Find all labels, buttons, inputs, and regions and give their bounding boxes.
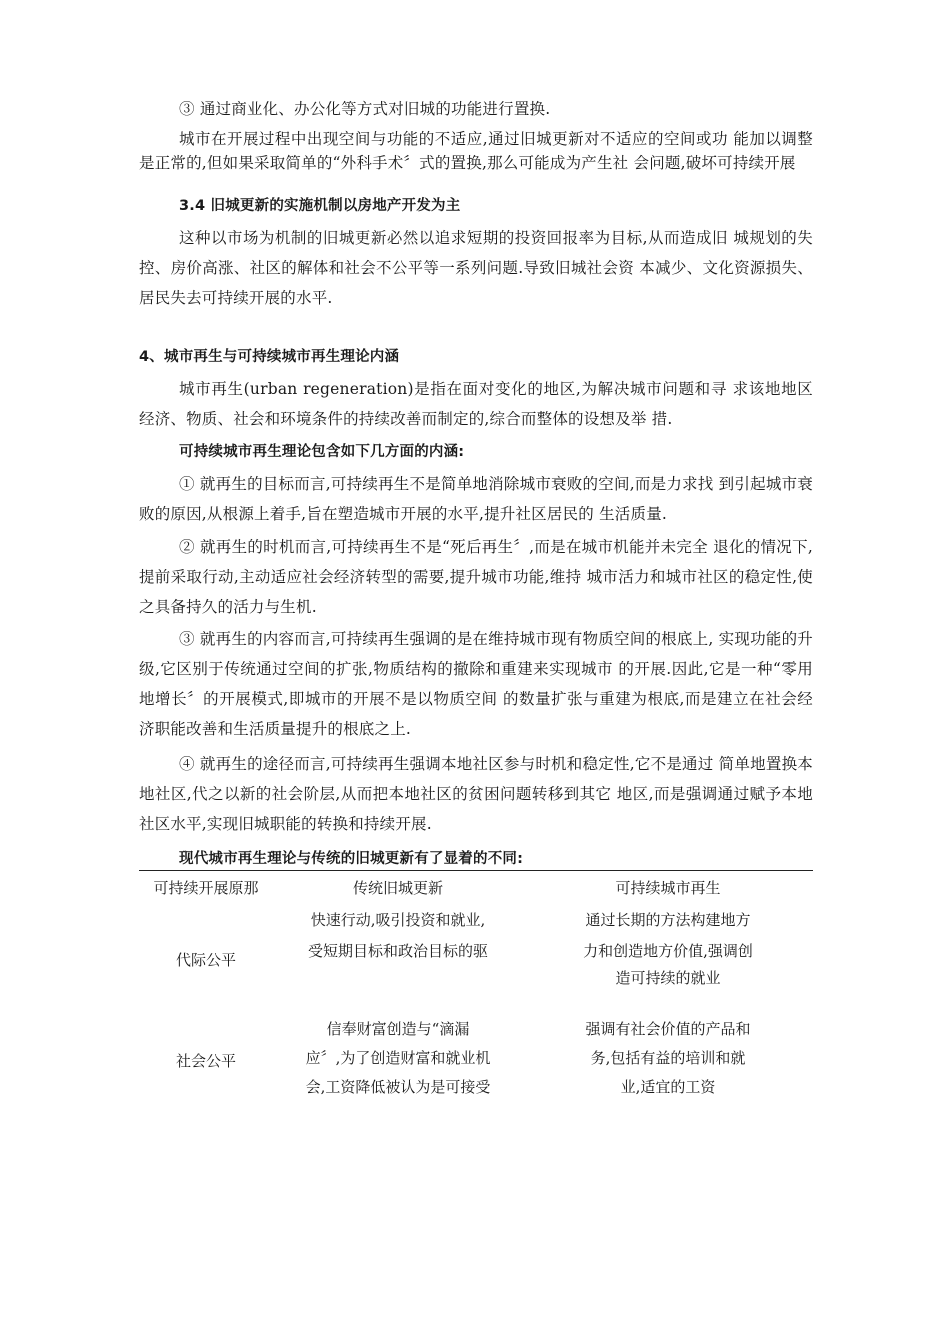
table-header-sustainable: 可持续城市再生 xyxy=(615,879,721,897)
paragraph-approach: ④ 就再生的途径而言,可持续再生强调本地社区参与时机和稳定性,它不是通过 简单地置换本地社区,代之以新的社会阶层,从而把本地社区的贫困问题转移到其它 地区,而是强调通过赋予本地社区水平,实现旧城职能的转换和持续开展. xyxy=(139,755,813,833)
table-top-rule xyxy=(139,870,813,871)
cell-line: 信奉财富创造与“滴漏 xyxy=(326,1020,470,1038)
cell-line: 应〞,为了创造财富和就业机 xyxy=(305,1049,491,1067)
cell-line: 业,适宜的工资 xyxy=(620,1078,716,1096)
section-heading-3-4: 3.4 旧城更新的实施机制以房地产开发为主 xyxy=(179,198,461,214)
table-cell-sustainable xyxy=(523,903,813,1015)
cell-line: 会,工资降低被认为是可接受 xyxy=(305,1078,491,1096)
table-row xyxy=(139,903,813,1015)
paragraph-market-mechanism: 这种以市场为机制的旧城更新必然以追求短期的投资回报率为目标,从而造成旧 城规划的失控、房价高涨、社区的解体和社会不公平等一系列问题.导致旧城社会资 本减少、文化资源损失、居民失去可持续开展的水平. xyxy=(139,229,813,307)
paragraph-urban-regeneration-definition: 城市再生(urban regeneration)是指在面对变化的地区,为解决城市问题和寻 求该地地区经济、物质、社会和环境条件的持续改善而制定的,综合而整体的设想及举 措. xyxy=(139,380,813,428)
cell-line: 造可持续的就业 xyxy=(615,969,721,987)
comparison-table xyxy=(139,873,813,1105)
table-cell-traditional xyxy=(273,903,523,1015)
section-heading-4: 4、城市再生与可持续城市再生理论内涵 xyxy=(139,349,400,365)
cell-line: 快速行动,吸引投资和就业, xyxy=(310,911,486,929)
paragraph-function-replacement: ③ 通过商业化、办公化等方式对旧城的功能进行置换. xyxy=(179,100,551,118)
cell-line: 受短期目标和政治目标的驱 xyxy=(307,942,488,960)
table-row xyxy=(139,1015,813,1105)
table-header-traditional: 传统旧城更新 xyxy=(352,879,443,897)
paragraph-content: ③ 就再生的内容而言,可持续再生强调的是在维持城市现有物质空间的根底上, 实现功能的升级,它区别于传统通过空间的扩张,物质结构的撤除和重建来实现城市 的开展.因此,它是一种“零用地增长〞的开展模式,即城市的开展不是以物质空间 的数量扩张与重建为根底,而是建立在社会经济职能改善和生活质量提升的根底之上. xyxy=(139,630,813,738)
paragraph-goal: ① 就再生的目标而言,可持续再生不是简单地消除城市衰败的空间,而是力求找 到引起城市衰败的原因,从根源上着手,旨在塑造城市开展的水平,提升社区居民的 生活质量. xyxy=(139,475,813,523)
cell-line: 务,包括有益的培训和就 xyxy=(590,1049,746,1067)
table-cell-principle: 代际公平 xyxy=(175,950,236,969)
table-cell-sustainable xyxy=(523,1015,813,1105)
table-cell-traditional xyxy=(273,1015,523,1105)
paragraph-timing: ② 就再生的时机而言,可持续再生不是“死后再生〞,而是在城市机能并未完全 退化的情况下,提前采取行动,主动适应社会经济转型的需要,提升城市功能,维持 城市活力和城市社区的稳定性,使之具备持久的活力与生机. xyxy=(139,538,813,616)
subheading-connotations: 可持续城市再生理论包含如下几方面的内涵: xyxy=(179,444,465,460)
table-caption: 现代城市再生理论与传统的旧城更新有了显着的不同: xyxy=(179,851,524,867)
cell-line: 通过长期的方法构建地方 xyxy=(585,911,751,929)
paragraph-surgery-replacement: 城市在开展过程中出现空间与功能的不适应,通过旧城更新对不适应的空间或功 能加以调整是正常的,但如果采取简单的“外科手术〞式的置换,那么可能成为产生社 会问题,破坏可持续开展 xyxy=(139,130,813,172)
table-cell-principle: 社会公平 xyxy=(175,1051,236,1070)
table-header-row xyxy=(139,873,813,903)
cell-line: 力和创造地方价值,强调创 xyxy=(583,942,753,960)
cell-line: 强调有社会价值的产品和 xyxy=(585,1020,751,1038)
table-header-principle: 可持续开展原那 xyxy=(153,879,259,897)
